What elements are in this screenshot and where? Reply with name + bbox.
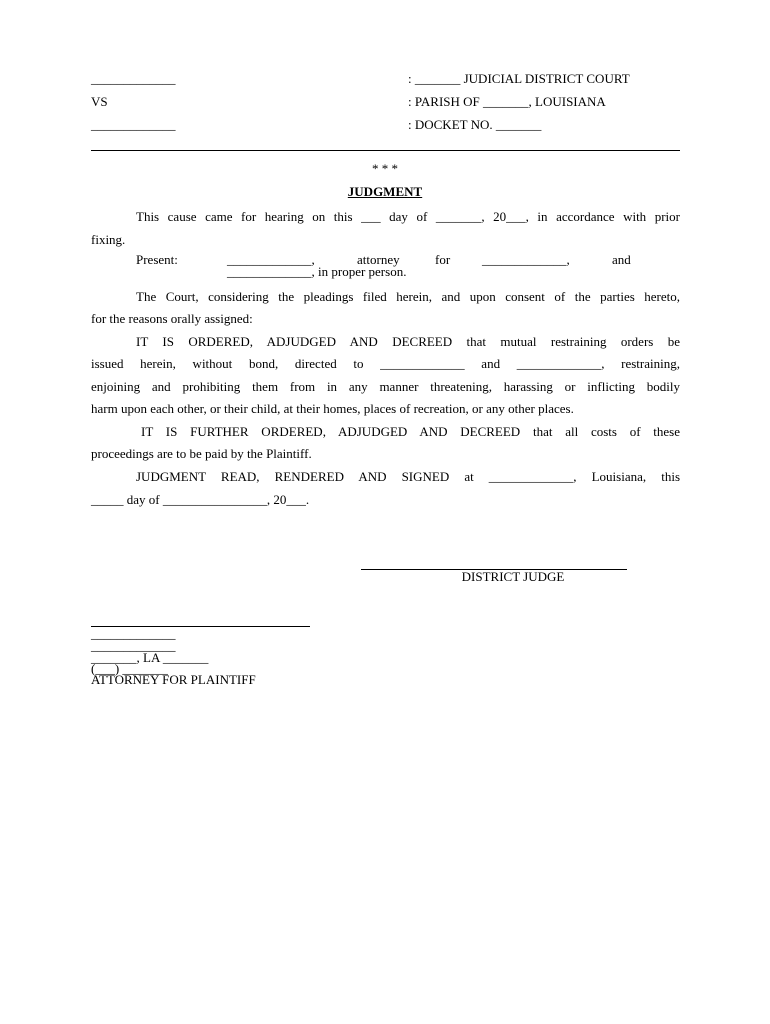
caption-court: : _______ JUDICIAL DISTRICT COURT [408, 71, 630, 86]
present-blank-2: _____________, [482, 252, 570, 267]
paragraph-signed-line-1: JUDGMENT READ, RENDERED AND SIGNED at _____________, Louisiana, this [136, 469, 680, 484]
present-and: and [612, 252, 631, 267]
paragraph-hearing-line-1: This cause came for hearing on this ___ day of _______, 20___, in accordance with prior [136, 209, 680, 224]
present-blank-1: _____________, [227, 252, 315, 267]
attorney-address-line-2: _____________ [91, 638, 176, 653]
document-title: JUDGMENT [347, 184, 423, 199]
caption-left-blank-2: _____________ [91, 117, 176, 132]
paragraph-court-line-1: The Court, considering the pleadings filed herein, and upon consent of the parties hereto, [136, 289, 680, 304]
attorney-address-line-1: _____________ [91, 626, 176, 641]
paragraph-signed-line-2: _____ day of ________________, 20___. [91, 492, 310, 507]
caption-parish: : PARISH OF _______, LOUISIANA [408, 94, 606, 109]
paragraph-costs-line-2: proceedings are to be paid by the Plaintiff. [91, 446, 312, 461]
paragraph-ordered-line-3: enjoining and prohibiting them from in any manner threatening, harassing or inflicting bodily [91, 379, 680, 394]
attorney-phone: (___) _______ [91, 661, 168, 676]
paragraph-ordered-line-1: IT IS ORDERED, ADJUDGED AND DECREED that mutual restraining orders be [136, 334, 680, 349]
present-line-2: _____________, in proper person. [227, 264, 407, 279]
paragraph-ordered-line-2: issued herein, without bond, directed to _____________ and _____________, restraining, [91, 356, 680, 371]
section-stars: * * * [372, 161, 398, 176]
caption-left-blank-1: _____________ [91, 71, 176, 86]
caption-vs: VS [91, 94, 108, 109]
caption-docket: : DOCKET NO. _______ [408, 117, 542, 132]
present-attorney: attorney [357, 252, 400, 267]
judge-signature-label: DISTRICT JUDGE [461, 569, 565, 584]
paragraph-costs-line-1: IT IS FURTHER ORDERED, ADJUDGED AND DECREED that all costs of these [141, 424, 680, 439]
attorney-city-line: _______, LA _______ [91, 650, 209, 665]
paragraph-court-line-2: for the reasons orally assigned: [91, 311, 253, 326]
caption-divider [91, 150, 680, 151]
present-for: for [435, 252, 451, 267]
present-label: Present: [136, 252, 178, 267]
paragraph-ordered-line-4: harm upon each other, or their child, at their homes, places of recreation, or any other places. [91, 401, 574, 416]
attorney-label: ATTORNEY FOR PLAINTIFF [91, 672, 256, 687]
paragraph-hearing-line-2: fixing. [91, 232, 126, 247]
